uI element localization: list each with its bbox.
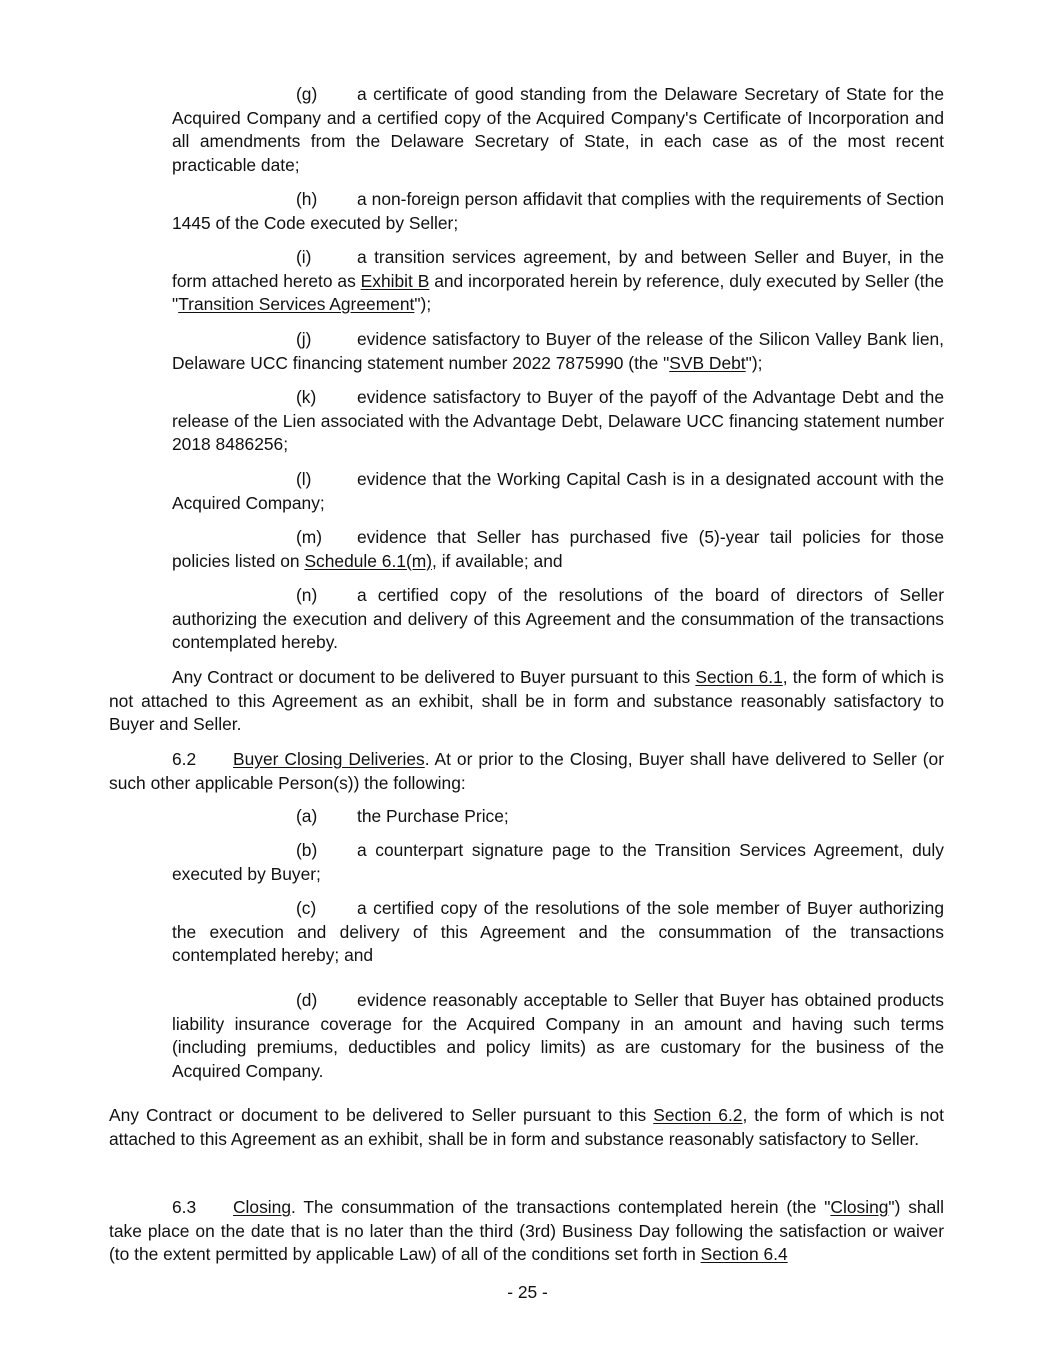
clause-h — [172, 188, 944, 235]
clause-label: (c) — [296, 898, 317, 918]
page-number: - 25 - — [507, 1282, 548, 1302]
section-6-1-closing-paragraph — [109, 666, 944, 737]
paragraph-text: , the form of which is not attached to this Agreement as an exhibit, shall be in form and substance reasonably satisfactory to Seller. — [109, 1105, 945, 1149]
clause-label: (l) — [296, 469, 312, 489]
clause-text: a counterpart signature page to the Transition Services Agreement, duly executed by Buyer; — [172, 840, 944, 884]
section-6-4-link[interactable]: Section 6.4 — [700, 1244, 788, 1264]
clause-label: (m) — [296, 527, 323, 547]
clause-6-2-d — [172, 989, 944, 1083]
clause-text: the Purchase Price; — [357, 806, 509, 826]
clause-6-2-c — [172, 897, 944, 968]
clause-label: (i) — [296, 247, 312, 267]
clause-text: evidence satisfactory to Buyer of the release of the Silicon Valley Bank lien, Delaware UCC financing statement number 2022 7875990 (the " — [172, 329, 944, 373]
section-text: ") shall take place on the date that is no later than the third (3rd) Business Day following the satisfaction or waiver (to the extent permitted by applicable Law) of all of the conditions set forth in — [109, 1197, 944, 1264]
paragraph-text: Any Contract or document to be delivered to Buyer pursuant to this — [172, 667, 696, 687]
clause-label: (h) — [296, 189, 318, 209]
clause-label: (d) — [296, 990, 318, 1010]
clause-text: "); — [745, 352, 763, 373]
section-text: . The consummation of the transactions contemplated herein (the " — [291, 1197, 831, 1217]
clause-text: evidence satisfactory to Buyer of the payoff of the Advantage Debt and the release of the Lien associated with the Advantage Debt, Delaware UCC financing statement number 2018 8486256; — [172, 387, 944, 454]
section-heading: Closing — [233, 1197, 291, 1217]
section-6-2-link[interactable]: Section 6.2 — [653, 1105, 743, 1125]
clause-text: evidence that the Working Capital Cash is in a designated account with the Acquired Company; — [172, 469, 944, 513]
closing-term: Closing — [830, 1197, 889, 1217]
section-heading: Buyer Closing Deliveries — [233, 749, 425, 769]
clause-label: (k) — [296, 387, 317, 407]
clause-label: (a) — [296, 806, 318, 826]
clause-m — [172, 526, 944, 573]
clause-label: (n) — [296, 585, 318, 605]
exhibit-b-link[interactable]: Exhibit B — [360, 270, 430, 291]
section-number: 6.2 — [172, 749, 197, 769]
section-6-3 — [109, 1196, 944, 1267]
clause-text: , if available; and — [432, 550, 563, 571]
clause-l — [172, 468, 944, 515]
paragraph-text: Any Contract or document to be delivered to Seller pursuant to this — [109, 1105, 654, 1125]
transition-services-agreement-term: Transition Services Agreement — [178, 294, 415, 314]
clause-text: a certified copy of the resolutions of the sole member of Buyer authorizing the execution and delivery of this Agreement and the consummation of the transactions contemplated hereby; and — [172, 898, 944, 965]
section-6-2-closing-paragraph — [109, 1104, 944, 1151]
schedule-6-1m-link[interactable]: Schedule 6.1(m) — [304, 550, 433, 571]
section-number: 6.3 — [172, 1197, 197, 1217]
paragraph-text: , the form of which is not attached to this Agreement as an exhibit, shall be in form and substance reasonably satisfactory to Buyer and Seller. — [109, 667, 944, 734]
clause-label: (j) — [296, 329, 312, 349]
clause-text: "); — [414, 294, 432, 314]
clause-label: (b) — [296, 840, 318, 860]
section-6-1-link[interactable]: Section 6.1 — [695, 667, 783, 687]
clause-label: (g) — [296, 84, 318, 104]
clause-text: a certified copy of the resolutions of the board of directors of Seller authorizing the execution and delivery of this Agreement and the consummation of the transactions contemplated hereby. — [172, 585, 944, 652]
svb-debt-term: SVB Debt — [669, 352, 746, 373]
section-text: . At or prior to the Closing, Buyer shall have delivered to Seller (or such other applicable Person(s)) the following: — [109, 749, 944, 793]
clause-n — [172, 584, 944, 655]
clause-text: a non-foreign person affidavit that complies with the requirements of Section 1445 of the Code executed by Seller; — [172, 189, 944, 233]
clause-text: evidence reasonably acceptable to Seller that Buyer has obtained products liability insurance coverage for the Acquired Company in an amount and having such terms (including premiums, deductibles and policy limits) as are customary for the business of the Acquired Company. — [172, 990, 944, 1081]
clause-text: and incorporated herein by reference, duly executed by Seller (the " — [172, 270, 944, 314]
clause-6-2-a — [172, 805, 944, 829]
clause-6-2-b — [172, 839, 944, 886]
clause-text: a certificate of good standing from the Delaware Secretary of State for the Acquired Company and a certified copy of the Acquired Company's Certificate of Incorporation and all amendments from the Delaware Secretary of State, in each case as of the most recent practicable date; — [172, 84, 944, 175]
clause-text: evidence that Seller has purchased five (5)-year tail policies for those policies listed on — [172, 527, 944, 571]
clause-g — [172, 83, 944, 177]
clause-j — [172, 328, 944, 375]
clause-k — [172, 386, 944, 457]
section-6-2 — [109, 748, 944, 795]
clause-i — [172, 246, 944, 317]
clause-text: a transition services agreement, by and between Seller and Buyer, in the form attached hereto as — [172, 247, 944, 291]
